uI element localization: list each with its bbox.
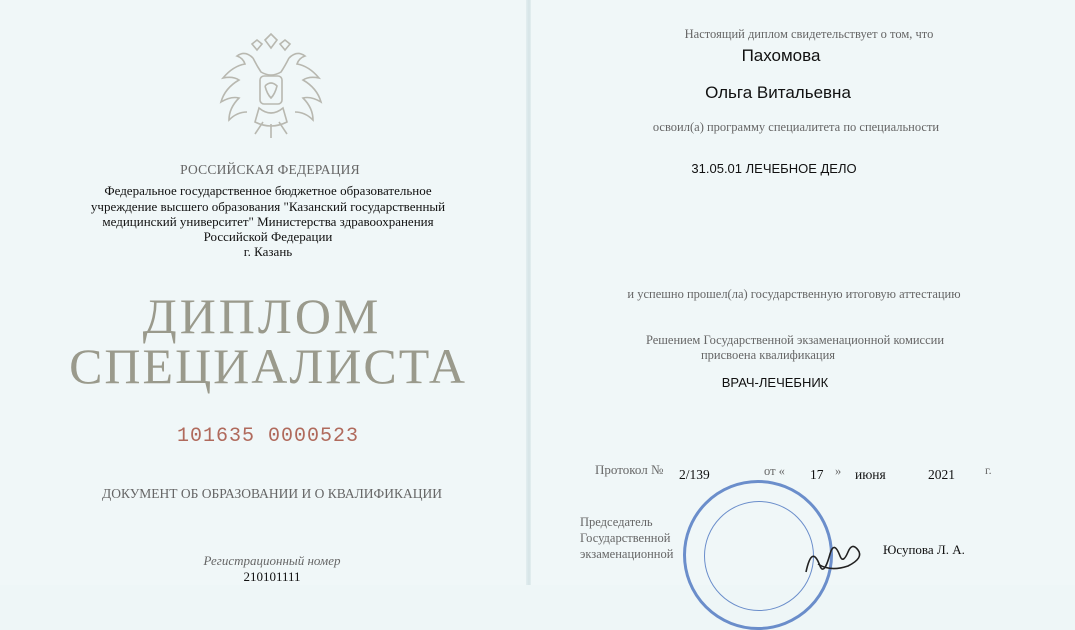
protocol-year: 2021 <box>928 467 955 482</box>
chair-label-line-3: экзаменационной <box>580 547 674 561</box>
institution-line-1: Федеральное государственное бюджетное образовательное <box>104 183 432 198</box>
diploma-title-line-1: ДИПЛОМ <box>142 288 382 344</box>
protocol-day: 17 <box>810 467 824 482</box>
double-headed-eagle-emblem <box>213 30 329 142</box>
date-close-quote: » <box>835 464 842 478</box>
graduate-given-names: Ольга Витальевна <box>705 83 851 102</box>
registration-number-label: Регистрационный номер <box>203 553 341 568</box>
institution-city: г. Казань <box>243 244 293 259</box>
date-from-label: от « <box>764 464 785 478</box>
chair-label-line-2: Государственной <box>580 531 671 545</box>
country-label: РОССИЙСКАЯ ФЕДЕРАЦИЯ <box>180 162 360 177</box>
diploma-title-line-2: СПЕЦИАЛИСТА <box>69 338 467 394</box>
certification-intro: Настоящий диплом свидетельствует о том, что <box>684 27 934 41</box>
serial-number: 101635 0000523 <box>176 425 360 448</box>
chair-label-line-1: Председатель <box>580 515 653 529</box>
attestation-text: и успешно прошел(ла) государственную итоговую аттестацию <box>627 287 961 301</box>
program-text: освоил(а) программу специалитета по специальности <box>652 120 940 134</box>
commission-line-1: Решением Государственной экзаменационной комиссии <box>645 333 945 347</box>
document-type: ДОКУМЕНТ ОБ ОБРАЗОВАНИИ И О КВАЛИФИКАЦИИ <box>102 486 442 501</box>
specialty: 31.05.01 ЛЕЧЕБНОЕ ДЕЛО <box>691 161 857 176</box>
institution-line-3: медицинский университет" Министерства здравоохранения <box>102 214 434 229</box>
signature <box>800 538 870 585</box>
protocol-label: Протокол № <box>595 462 664 477</box>
institution-line-2: учреждение высшего образования "Казанский государственный <box>90 199 446 214</box>
graduate-surname: Пахомова <box>741 46 821 65</box>
commission-line-2: присвоена квалификация <box>700 348 836 362</box>
year-suffix: г. <box>985 463 992 477</box>
chair-name: Юсупова Л. А. <box>883 542 965 557</box>
institution-line-4: Российской Федерации <box>203 229 333 244</box>
protocol-month: июня <box>855 467 886 482</box>
registration-number: 210101111 <box>243 569 301 584</box>
qualification: ВРАЧ-ЛЕЧЕБНИК <box>721 375 829 390</box>
protocol-number: 2/139 <box>679 467 710 482</box>
